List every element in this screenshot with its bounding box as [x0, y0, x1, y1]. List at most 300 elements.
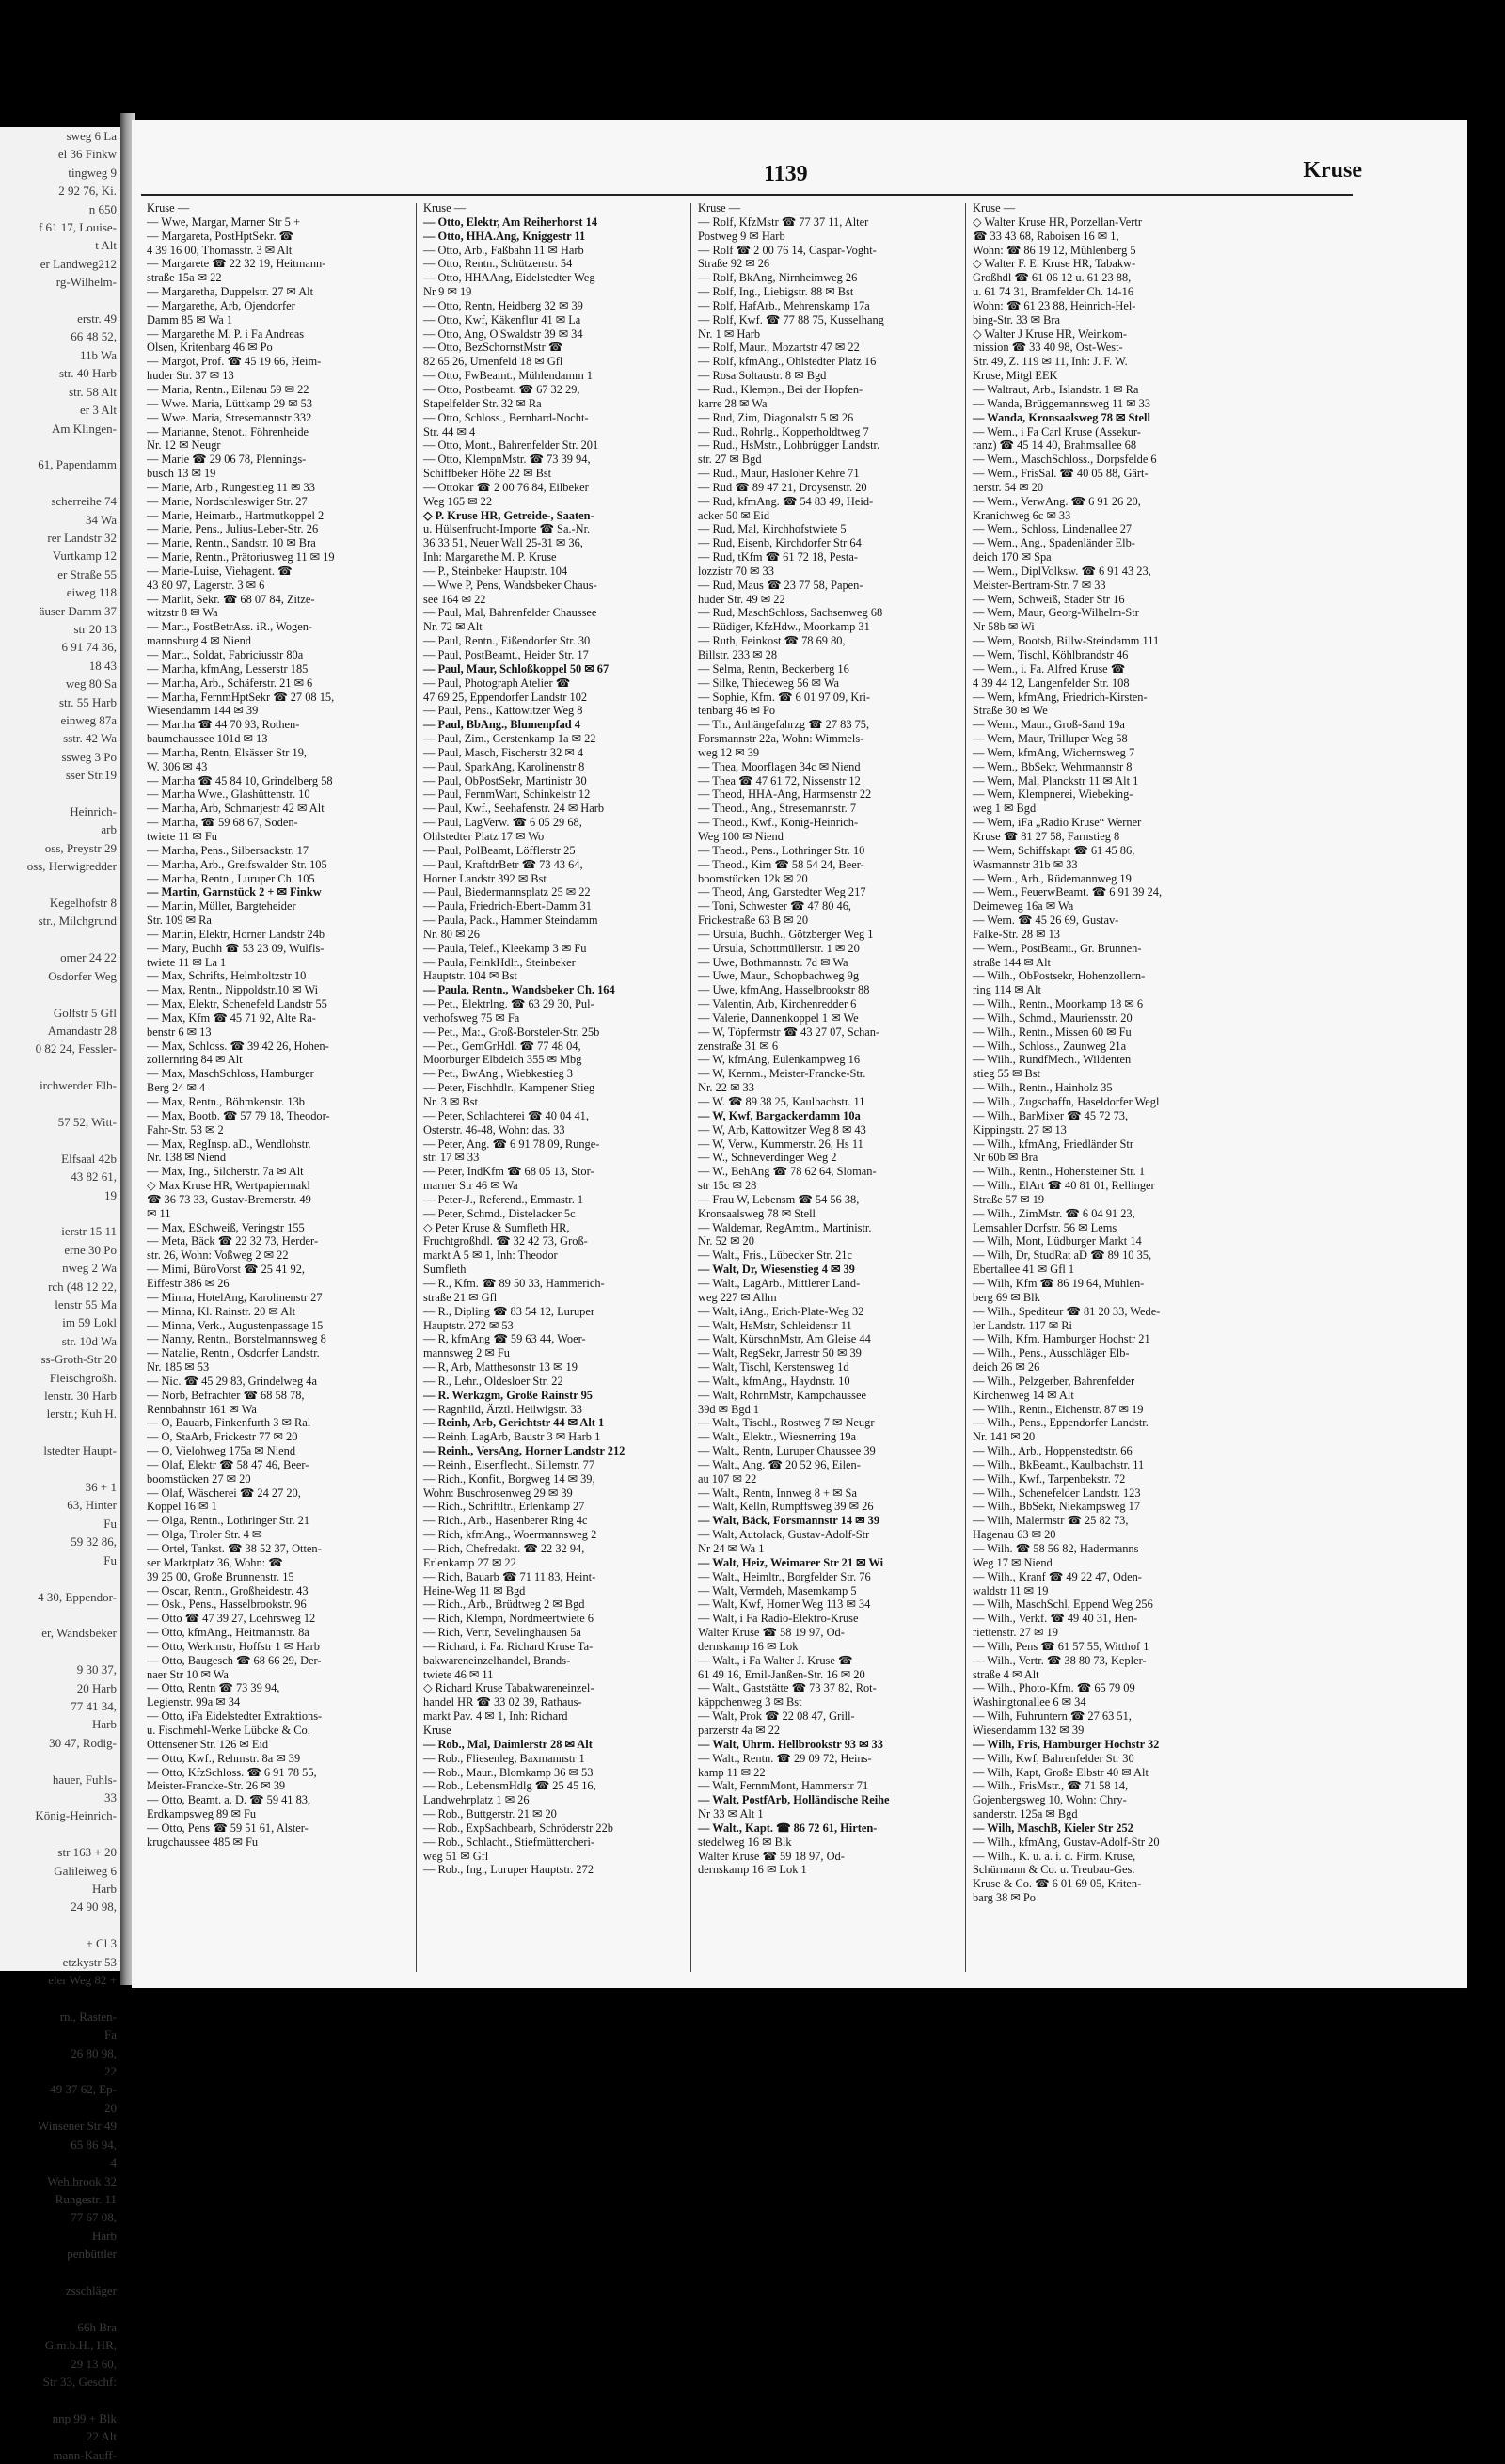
directory-entry: — Rob., LebensmHdlg ☎ 25 45 16,: [423, 1779, 596, 1793]
directory-entry: — Wilh, Kwf, Bahrenfelder Str 30: [973, 1751, 1134, 1765]
previous-page-line: Am Klingen-: [52, 421, 117, 436]
directory-entry: — Th., Anhängefahrzg ☎ 27 83 75,: [698, 718, 870, 732]
directory-entry: — Paul, SparkAng, Karolinenstr 8: [423, 759, 585, 773]
column-heading: Kruse —: [423, 201, 467, 215]
directory-entry: — Walt., Heimltr., Borgfelder Str. 76: [698, 1569, 871, 1583]
directory-entry: — Walt., LagArb., Mittlerer Land-: [698, 1276, 861, 1290]
directory-entry: huder Str. 49 ✉ 22: [698, 592, 785, 606]
directory-entry: str 15c ✉ 28: [698, 1179, 757, 1193]
directory-entry: — Martha, Arb, Schmarjestr 42 ✉ Alt: [147, 802, 325, 816]
directory-entry: 36 33 51, Neuer Wall 25-31 ✉ 36,: [423, 536, 583, 550]
directory-entry: — Wern, Tischl, Köhlbrandstr 46: [973, 648, 1129, 661]
directory-entry: Kippingstr. 27 ✉ 13: [973, 1122, 1067, 1137]
directory-entry: lozzistr 70 ✉ 33: [698, 564, 774, 578]
page-number: 1139: [764, 162, 808, 186]
previous-page-line: [0, 1606, 120, 1624]
directory-entry: — Walt., Gaststätte ☎ 73 37 82, Rot-: [698, 1681, 877, 1695]
directory-entry: waldstr 11 ✉ 19: [973, 1583, 1049, 1598]
directory-entry: — Paula, Friedrich-Ebert-Damm 31: [423, 899, 592, 914]
directory-entry: — Walt., Rentn. ☎ 29 09 72, Heins-: [698, 1751, 872, 1765]
directory-entry: — Wilh, Pens ☎ 61 57 55, Witthof 1: [973, 1639, 1149, 1653]
directory-entry: Rennbahnstr 161 ✉ Wa: [147, 1402, 257, 1416]
previous-page-line: nweg 2 Wa: [62, 1261, 117, 1276]
directory-entry: — Minna, Verk., Augustenpassage 15: [147, 1318, 324, 1332]
directory-entry: — Uwe, Maur., Schopbachweg 9g: [698, 969, 860, 983]
previous-page-line: orner 24 22: [60, 950, 117, 965]
directory-entry: — Walt, Kelln, Rumpffsweg 39 ✉ 26: [698, 1500, 874, 1514]
directory-entry: Wohn: Buschrosenweg 29 ✉ 39: [423, 1486, 573, 1500]
directory-entry: — Selma, Rentn, Beckerberg 16: [698, 661, 849, 676]
directory-entry: — Martha ☎ 45 84 10, Grindelberg 58: [147, 773, 333, 787]
directory-entry: str. 17 ✉ 33: [423, 1151, 480, 1165]
directory-entry: — Otto, Beamt. a. D. ☎ 59 41 83,: [147, 1793, 311, 1807]
directory-entry: — Rolf, Maur., Mozartstr 47 ✉ 22: [698, 341, 860, 355]
directory-entry: busch 13 ✉ 19: [147, 467, 216, 481]
previous-page-line: Vurtkamp 12: [52, 548, 117, 564]
directory-entry: Weg 165 ✉ 22: [423, 494, 493, 508]
directory-entry: — Otto, Pens ☎ 59 51 61, Alster-: [147, 1820, 309, 1835]
directory-entry: Berg 24 ✉ 4: [147, 1081, 206, 1095]
directory-entry: — Paula, Pack., Hammer Steindamm: [423, 914, 598, 928]
page-heading: Kruse: [1303, 158, 1362, 183]
directory-entry: — Mart., Soldat, Fabriciusstr 80a: [147, 648, 304, 661]
column-1: [147, 201, 408, 1970]
directory-entry: mission ☎ 33 40 98, Ost-West-: [973, 341, 1123, 355]
directory-entry: — Paul, Mal, Bahrenfelder Chaussee: [423, 606, 597, 620]
directory-entry: Schürmann & Co. u. Treubau-Ges.: [973, 1863, 1135, 1877]
previous-page-line: 20 Harb: [76, 1680, 117, 1695]
directory-entry: weg 227 ✉ Allm: [698, 1290, 777, 1304]
directory-entry: Fahr-Str. 53 ✉ 2: [147, 1122, 224, 1137]
previous-page-line: n 650: [88, 201, 117, 216]
directory-entry: — Wilh., Schloss., Zaunweg 21a: [973, 1039, 1127, 1053]
directory-entry: — Marie, Rentn., Prätoriusweg 11 ✉ 19: [147, 550, 335, 564]
directory-entry: — Peter, Schmd., Distelacker 5c: [423, 1206, 576, 1220]
directory-entry: Eiffestr 386 ✉ 26: [147, 1276, 230, 1290]
directory-entry: — Rob., Fliesenleg, Baxmannstr 1: [423, 1751, 585, 1765]
column-4: [973, 201, 1234, 1970]
directory-entry: Heine-Weg 11 ✉ Bgd: [423, 1583, 526, 1598]
previous-page-line: [0, 1569, 120, 1587]
directory-entry: markt Pav. 4 ✉ 1, Inh: Richard: [423, 1709, 568, 1724]
directory-entry: — Walt, Kwf, Horner Weg 113 ✉ 34: [698, 1598, 871, 1612]
previous-page-line: 26 80 98,: [71, 2045, 117, 2060]
directory-entry: marner Str 46 ✉ Wa: [423, 1179, 518, 1193]
directory-entry: 82 65 26, Urnenfeld 18 ✉ Gfl: [423, 355, 563, 369]
directory-entry: — Walt., Fris., Lübecker Str. 21c: [698, 1248, 852, 1263]
directory-entry: 61 49 16, Emil-Janßen-Str. 16 ✉ 20: [698, 1667, 865, 1681]
directory-entry: — Wilh., Schenefelder Landstr. 123: [973, 1486, 1141, 1500]
directory-entry: — R., Kfm. ☎ 89 50 33, Hammerich-: [423, 1276, 605, 1290]
directory-entry: Straße 92 ✉ 26: [698, 257, 770, 271]
column-divider: [416, 203, 417, 1972]
directory-entry: — Paul, Maur, Schloßkoppel 50 ✉ 67: [423, 661, 610, 676]
directory-entry: — Margaretha, Duppelstr. 27 ✉ Alt: [147, 285, 314, 299]
directory-entry: — Walt., i Fa Walter J. Kruse ☎: [698, 1653, 853, 1667]
directory-entry: 4 39 16 00, Thomasstr. 3 ✉ Alt: [147, 243, 293, 257]
directory-entry: Billstr. 233 ✉ 28: [698, 648, 778, 661]
directory-entry: kamp 11 ✉ 22: [698, 1765, 766, 1779]
directory-entry: — Paula, FeinkHdlr., Steinbeker: [423, 955, 576, 969]
previous-page-line: 57 52, Witt-: [57, 1114, 117, 1129]
directory-entry: — Rob., Schlacht., Stiefmüttercheri-: [423, 1835, 595, 1849]
directory-entry: Nr. 1 ✉ Harb: [698, 326, 761, 341]
directory-entry: ler Landstr. 117 ✉ Ri: [973, 1318, 1072, 1332]
directory-entry: dernskamp 16 ✉ Lok: [698, 1639, 799, 1653]
previous-page-line: Rungestr. 11: [55, 2191, 117, 2206]
previous-page-line: Wehlbrook 32: [47, 2173, 117, 2188]
previous-page-line: [0, 1989, 120, 2007]
column-divider: [965, 203, 966, 1972]
directory-entry: Kruse, Mitgl EEK: [973, 369, 1058, 383]
directory-entry: — Wilh., Pelzgerber, Bahrenfelder: [973, 1374, 1135, 1388]
directory-entry: benstr 6 ✉ 13: [147, 1025, 212, 1039]
directory-entry: zenstraße 31 ✉ 6: [698, 1039, 779, 1053]
directory-entry: — Margarethe, Arb, Ojendorfer: [147, 298, 295, 312]
previous-page-line: er Landweg212: [40, 256, 117, 271]
directory-entry: markt A 5 ✉ 1, Inh: Theodor: [423, 1248, 558, 1263]
directory-entry: Meister-Francke-Str. 26 ✉ 39: [147, 1779, 286, 1793]
directory-entry: — Rich., Arb., Hasenberer Ring 4c: [423, 1514, 588, 1528]
directory-entry: — Rud, Zim, Diagonalstr 5 ✉ 26: [698, 410, 854, 424]
previous-page-line: 19: [104, 1187, 117, 1202]
directory-entry: Nr. 12 ✉ Neugr: [147, 438, 221, 453]
directory-entry: — Walt, Heiz, Weimarer Str 21 ✉ Wi: [698, 1555, 884, 1569]
directory-entry: — Uwe, kfmAng, Hasselbrookstr 88: [698, 983, 870, 997]
previous-page-line: [0, 2299, 120, 2317]
directory-entry: 4 39 44 12, Langenfelder Str. 108: [973, 676, 1130, 690]
directory-entry: — Max, Rentn., Böhmkenstr. 13b: [147, 1095, 305, 1108]
previous-page-line: [0, 1460, 120, 1478]
directory-entry: Nr 58b ✉ Wi: [973, 620, 1035, 634]
directory-entry: — Rud ☎ 89 47 21, Droysenstr. 20: [698, 480, 867, 494]
directory-entry: — Wilh., Kwf., Tarpenbekstr. 72: [973, 1471, 1126, 1486]
directory-entry: — Wern, iFa „Radio Kruse“ Werner: [973, 816, 1142, 830]
directory-entry: — Rob., Buttgerstr. 21 ✉ 20: [423, 1807, 557, 1821]
directory-entry: — R, Arb, Matthesonstr 13 ✉ 19: [423, 1360, 578, 1375]
directory-entry: — Wern, Klempnerei, Wiebeking-: [973, 787, 1133, 802]
directory-entry: — Wilh, MaschSchl, Eppend Weg 256: [973, 1598, 1153, 1612]
previous-page-line: G.m.b.H., HR,: [44, 2338, 117, 2353]
directory-entry: — Max, Schloss. ☎ 39 42 26, Hohen-: [147, 1039, 329, 1053]
directory-entry: mannsweg 2 ✉ Fu: [423, 1346, 510, 1360]
previous-page-line: 33: [104, 1789, 117, 1804]
directory-entry: — Marie-Luise, Viehagent. ☎: [147, 564, 293, 578]
directory-entry: — Olga, Tiroler Str. 4 ✉: [147, 1528, 262, 1542]
directory-entry: — Rud, Eisenb, Kirchdorfer Str 64: [698, 536, 862, 550]
directory-entry: Nr. 3 ✉ Bst: [423, 1095, 478, 1108]
directory-entry: Meister-Bertram-Str. 7 ✉ 33: [973, 578, 1106, 592]
directory-entry: — Wanda, Brüggemannsweg 11 ✉ 33: [973, 396, 1151, 410]
directory-entry: — Rich, Klempn, Nordmeertwiete 6: [423, 1612, 594, 1626]
directory-entry: — Thea ☎ 47 61 72, Nissenstr 12: [698, 773, 861, 787]
previous-page-line: Str 33, Geschf:: [42, 2374, 117, 2389]
directory-entry: — Walt, Bäck, Forsmannstr 14 ✉ 39: [698, 1514, 880, 1528]
directory-entry: — Frau W, Lebensm ☎ 54 56 38,: [698, 1192, 860, 1206]
previous-page-line: ierstr 15 11: [61, 1224, 117, 1239]
previous-page-line: 36 + 1: [85, 1480, 117, 1495]
previous-page-line: irchwerder Elb-: [40, 1078, 117, 1093]
directory-entry: — Wwe. Maria, Lüttkamp 29 ✉ 53: [147, 396, 313, 410]
directory-entry: stieg 55 ✉ Bst: [973, 1067, 1040, 1081]
column-3: [698, 201, 959, 1970]
directory-entry: ◇ Walter F. E. Kruse HR, Tabakw-: [973, 257, 1136, 271]
previous-page-line: 65 86 94,: [71, 2137, 117, 2152]
previous-page-line: Fleischgroßh.: [49, 1370, 117, 1385]
directory-entry: — Wern, Maur, Georg-Wilhelm-Str: [973, 606, 1139, 620]
previous-page-line: erstr. 49: [77, 311, 117, 326]
directory-entry: — Oscar, Rentn., Großheidestr. 43: [147, 1583, 309, 1598]
directory-entry: — W, Kwf, Bargackerdamm 10a: [698, 1108, 861, 1122]
directory-entry: — Wwe. Maria, Stresemannstr 332: [147, 410, 312, 424]
directory-entry: — Paul, Biedermannsplatz 25 ✉ 22: [423, 885, 591, 899]
previous-page-line: [0, 1752, 120, 1770]
directory-entry: — Wilh., BbSekr, Niekampsweg 17: [973, 1500, 1141, 1514]
directory-entry: — Wilh, Kapt, Große Elbstr 40 ✉ Alt: [973, 1765, 1149, 1779]
directory-entry: — Wilh., Kranf ☎ 49 22 47, Oden-: [973, 1569, 1142, 1583]
directory-entry: str. 27 ✉ Bgd: [698, 453, 762, 467]
directory-entry: — R., Dipling ☎ 83 54 12, Luruper: [423, 1304, 595, 1318]
directory-entry: — Peter, Schlachterei ☎ 40 04 41,: [423, 1108, 589, 1122]
directory-entry: — Wilh., Rentn., Eichenstr. 87 ✉ 19: [973, 1402, 1144, 1416]
previous-page-line: sser Str.19: [65, 768, 117, 783]
directory-entry: Straße 30 ✉ We: [973, 704, 1048, 718]
previous-page-line: Osdorfer Weg: [48, 968, 117, 983]
directory-entry: Gojenbergsweg 10, Wohn: Chry-: [973, 1793, 1127, 1807]
directory-entry: — Martha, FernmHptSekr ☎ 27 08 15,: [147, 690, 335, 704]
directory-entry: — Reinh., Eisenflecht., Sillemstr. 77: [423, 1457, 595, 1471]
directory-entry: — Ortel, Tankst. ☎ 38 52 37, Otten-: [147, 1542, 322, 1555]
previous-page-line: erne 30 Po: [64, 1242, 117, 1257]
directory-entry: Nr. 185 ✉ 53: [147, 1360, 210, 1375]
previous-page-line: 22 Alt: [86, 2429, 117, 2444]
previous-page-line: 20: [104, 2100, 117, 2115]
directory-entry: Damm 85 ✉ Wa 1: [147, 312, 233, 326]
directory-entry: — Wilh., Rentn., Moorkamp 18 ✉ 6: [973, 997, 1144, 1011]
directory-entry: ◇ Walter J Kruse HR, Weinkom-: [973, 326, 1127, 341]
directory-entry: bing-Str. 33 ✉ Bra: [973, 312, 1060, 326]
previous-page-line: str. 10d Wa: [61, 1333, 117, 1348]
directory-entry: — Walt, Vermdeh, Masemkamp 5: [698, 1583, 857, 1598]
previous-page-line: sweg 6 La: [66, 129, 117, 143]
directory-entry: ser Marktplatz 36, Wohn: ☎: [147, 1555, 283, 1569]
header-rule: [141, 194, 1353, 196]
directory-entry: — Max, Ing., Silcherstr. 7a ✉ Alt: [147, 1165, 304, 1179]
directory-entry: Nr. 22 ✉ 33: [698, 1081, 754, 1095]
directory-entry: naer Str 10 ✉ Wa: [147, 1667, 229, 1681]
directory-entry: ◇ Richard Kruse Tabakwareneinzel-: [423, 1681, 594, 1695]
directory-entry: — Theod, HHA-Ang, Harmsenstr 22: [698, 787, 872, 802]
previous-page-line: Kegelhofstr 8: [49, 896, 117, 911]
previous-page-line: 59 32 86,: [71, 1534, 117, 1550]
directory-entry: — Wilh. ☎ 58 56 82, Hadermanns: [973, 1542, 1139, 1555]
directory-entry: twiete 46 ✉ 11: [423, 1667, 494, 1681]
directory-entry: Nr. 52 ✉ 20: [698, 1234, 754, 1248]
directory-entry: — Otto ☎ 47 39 27, Loehrsweg 12: [147, 1612, 316, 1626]
directory-entry: Kruse ☎ 81 27 58, Farnstieg 8: [973, 829, 1120, 843]
previous-page-line: str. 55 Harb: [58, 694, 117, 709]
previous-page-line: Winsener Str 49: [38, 2119, 117, 2134]
directory-entry: — Walt, PostfArb, Holländische Reihe: [698, 1793, 890, 1807]
directory-entry: — Otto, Baugesch ☎ 68 66 29, Der-: [147, 1653, 322, 1667]
previous-page-line: penbüttler: [67, 2247, 117, 2262]
directory-entry: Str. 109 ✉ Ra: [147, 914, 212, 928]
directory-entry: — Max, Rentn., Nippoldstr.10 ✉ Wi: [147, 983, 319, 997]
directory-entry: sanderstr. 125a ✉ Bgd: [973, 1807, 1078, 1821]
directory-entry: Stapelfelder Str. 32 ✉ Ra: [423, 396, 542, 410]
directory-entry: — Otto, Kwf, Käkenflur 41 ✉ La: [423, 312, 581, 326]
directory-entry: — Uwe, Bothmannstr. 7d ✉ Wa: [698, 955, 848, 969]
previous-page-line: lerstr.; Kuh H.: [46, 1407, 117, 1422]
previous-page-line: t Alt: [95, 238, 117, 253]
directory-entry: — Margarethe M. P. i Fa Andreas: [147, 326, 305, 341]
previous-page-line: eiweg 118: [66, 585, 117, 600]
directory-entry: — Wilh., BarMixer ☎ 45 72 73,: [973, 1108, 1129, 1122]
previous-page-line: er Straße 55: [57, 566, 117, 581]
directory-entry: — Wern, Mal, Planckstr 11 ✉ Alt 1: [973, 773, 1139, 787]
directory-entry: Frickestraße 63 B ✉ 20: [698, 914, 809, 928]
directory-entry: Horner Landstr 392 ✉ Bst: [423, 871, 547, 885]
directory-entry: — Reinh, Arb, Gerichtstr 44 ✉ Alt 1: [423, 1416, 605, 1430]
directory-entry: straße 144 ✉ Alt: [973, 955, 1051, 969]
directory-entry: — Wern., i Fa Carl Kruse (Assekur-: [973, 424, 1141, 438]
directory-entry: Osterstr. 46-48, Wohn: das. 33: [423, 1122, 565, 1137]
previous-page-line: er 3 Alt: [80, 403, 117, 418]
directory-entry: — Peter, Ang. ☎ 6 91 78 09, Runge-: [423, 1137, 600, 1151]
directory-entry: — Rud, kfmAng. ☎ 54 83 49, Heid-: [698, 494, 874, 508]
directory-entry: — Wern., Schloss, Lindenallee 27: [973, 522, 1133, 536]
directory-entry: — Walt., Elektr., Wiesnerring 19a: [698, 1430, 857, 1444]
directory-entry: — Wern., MaschSchloss., Dorpsfelde 6: [973, 453, 1157, 467]
directory-entry: — Pet., GemGrHdl. ☎ 77 48 04,: [423, 1039, 581, 1053]
directory-entry: — Walt, HsMstr, Schleidenstr 11: [698, 1318, 852, 1332]
directory-entry: — Walt, Tischl, Kerstensweg 1d: [698, 1360, 849, 1375]
directory-entry: — Rob., Maur., Blomkamp 36 ✉ 53: [423, 1765, 594, 1779]
directory-entry: — R. Werkzgm, Große Rainstr 95: [423, 1388, 594, 1402]
directory-entry: — P., Steinbeker Hauptstr. 104: [423, 564, 568, 578]
previous-page-line: 24 90 98,: [71, 1900, 117, 1915]
directory-entry: — Valentin, Arb, Kirchenredder 6: [698, 997, 857, 1011]
previous-page-line: 34 Wa: [85, 512, 117, 527]
directory-entry: — Wilh., kfmAng, Gustav-Adolf-Str 20: [973, 1835, 1160, 1849]
directory-entry: — O, Bauarb, Finkenfurth 3 ✉ Ral: [147, 1416, 311, 1430]
directory-entry: — Paul, Rentn., Eißendorfer Str. 30: [423, 634, 591, 648]
directory-entry: — Rolf, Ing., Liebigstr. 88 ✉ Bst: [698, 285, 854, 299]
previous-page-line: rch (48 12 22,: [48, 1279, 117, 1294]
directory-entry: — Ottokar ☎ 2 00 76 84, Eilbeker: [423, 480, 589, 494]
directory-entry: u. 61 74 31, Bramfelder Ch. 14-16: [973, 285, 1134, 299]
directory-entry: — Osk., Pens., Hasselbrookstr. 96: [147, 1598, 307, 1612]
directory-entry: — Marie, Pens., Julius-Leber-Str. 26: [147, 522, 319, 536]
directory-entry: — Wern., Ang., Spadenländer Elb-: [973, 536, 1135, 550]
directory-entry: boomstücken 27 ✉ 20: [147, 1471, 251, 1486]
directory-entry: — Olga, Rentn., Lothringer Str. 21: [147, 1514, 310, 1528]
previous-page-line: rer Landstr 32: [47, 530, 117, 545]
directory-entry: Kruse & Co. ☎ 6 01 69 05, Kriten-: [973, 1877, 1142, 1891]
directory-entry: ☎ 33 43 68, Raboisen 16 ✉ 1,: [973, 229, 1119, 243]
previous-page-line: ss-Groth-Str 20: [40, 1352, 117, 1367]
previous-page-line: [0, 474, 120, 492]
directory-entry: — Martha ☎ 44 70 93, Rothen-: [147, 718, 300, 732]
directory-entry: — Wilh., BkBeamt., Kaulbachstr. 11: [973, 1457, 1145, 1471]
directory-entry: straße 4 ✉ Alt: [973, 1667, 1039, 1681]
directory-entry: bakwareneinzelhandel, Brands-: [423, 1653, 571, 1667]
directory-entry: — Rolf, Kwf. ☎ 77 88 75, Kusselhang: [698, 312, 884, 326]
directory-entry: — Martha, Rentn., Luruper Ch. 105: [147, 871, 315, 885]
previous-page-line: zsschläger: [65, 2282, 117, 2297]
directory-entry: parzerstr 4a ✉ 22: [698, 1723, 781, 1737]
directory-entry: — Otto, Rentn ☎ 73 39 94,: [147, 1681, 280, 1695]
directory-entry: — Nanny, Rentn., Borstelmannsweg 8: [147, 1332, 326, 1346]
directory-entry: — Otto, Rentn., Schützenstr. 54: [423, 257, 573, 271]
previous-page-line: 77 41 34,: [71, 1698, 117, 1713]
directory-entry: — Reinh, LagArb, Baustr 3 ✉ Harb 1: [423, 1430, 601, 1444]
directory-entry: str. 26, Wohn: Voßweg 2 ✉ 22: [147, 1248, 289, 1263]
directory-entry: — Walt., kfmAng., Haydnstr. 10: [698, 1374, 850, 1388]
directory-entry: — Otto, Rentn, Heidberg 32 ✉ 39: [423, 298, 583, 312]
directory-entry: — Wwe, Margar, Marner Str 5 +: [147, 215, 300, 229]
directory-entry: twiete 11 ✉ Fu: [147, 829, 217, 843]
previous-page-line: 4: [110, 2155, 117, 2170]
directory-entry: — Wilh., Rentn., Hohensteiner Str. 1: [973, 1165, 1146, 1179]
previous-page-line: lenstr. 30 Harb: [44, 1389, 117, 1404]
directory-entry: — Norb, Befrachter ☎ 68 58 78,: [147, 1388, 305, 1402]
directory-entry: — Wilh., FrisMstr., ☎ 71 58 14,: [973, 1779, 1129, 1793]
directory-page: [132, 120, 1467, 1988]
directory-entry: weg 51 ✉ Gfl: [423, 1849, 489, 1863]
directory-entry: — Otto, Schloss., Bernhard-Nocht-: [423, 410, 589, 424]
previous-page-line: weg 80 Sa: [65, 676, 117, 692]
directory-entry: — Paul, FernmWart, Schinkelstr 12: [423, 787, 591, 802]
directory-entry: — Rob., ExpSachbearb, Schröderstr 22b: [423, 1820, 613, 1835]
directory-entry: — Ruth, Feinkost ☎ 78 69 80,: [698, 634, 846, 648]
previous-page-line: 30 47, Rodig-: [49, 1735, 117, 1750]
directory-entry: — Wilh., ZimMstr. ☎ 6 04 91 23,: [973, 1206, 1135, 1220]
directory-entry: Großhdl ☎ 61 06 12 u. 61 23 88,: [973, 271, 1132, 285]
previous-page-line: 66 48 52,: [71, 329, 117, 344]
directory-entry: — Margarete ☎ 22 32 19, Heitmann-: [147, 257, 326, 271]
directory-entry: — Theod., Kim ☎ 58 54 24, Beer-: [698, 857, 864, 871]
previous-page-line: 0 82 24, Fessler-: [35, 1041, 117, 1057]
directory-entry: — Martha, Arb., Greifswalder Str. 105: [147, 857, 327, 871]
directory-entry: baumchaussee 101d ✉ 13: [147, 732, 268, 746]
directory-entry: — W, Töpfermstr ☎ 43 27 07, Schan-: [698, 1025, 880, 1039]
directory-entry: Falke-Str. 28 ✉ 13: [973, 927, 1060, 941]
directory-entry: Erlenkamp 27 ✉ 22: [423, 1555, 516, 1569]
directory-entry: twiete 11 ✉ La 1: [147, 955, 227, 969]
previous-page-line: oss, Herwigredder: [26, 859, 117, 874]
directory-entry: — Minna, Kl. Rainstr. 20 ✉ Alt: [147, 1304, 296, 1318]
directory-entry: ✉ 11: [147, 1206, 171, 1220]
directory-entry: — Wilh., Pens., Eppendorfer Landstr.: [973, 1416, 1149, 1430]
directory-entry: nerstr. 54 ✉ 20: [973, 480, 1044, 494]
directory-entry: ◇ Max Kruse HR, Wertpapiermakl: [147, 1179, 310, 1193]
directory-entry: — Walt, iAng., Erich-Plate-Weg 32: [698, 1304, 864, 1318]
directory-entry: — Martha, Pens., Silbersackstr. 17: [147, 843, 309, 857]
directory-entry: berg 69 ✉ Blk: [973, 1290, 1040, 1304]
directory-entry: — Margareta, PostHptSekr. ☎: [147, 229, 293, 243]
previous-page-line: Elfsaal 42b: [61, 1151, 117, 1166]
directory-entry: W. 306 ✉ 43: [147, 759, 208, 773]
directory-entry: karre 28 ✉ Wa: [698, 396, 768, 410]
directory-entry: — Pet., BwAng., Wiebkestieg 3: [423, 1067, 573, 1081]
directory-entry: — Olaf, Wäscherei ☎ 24 27 20,: [147, 1486, 301, 1500]
directory-entry: — Nic. ☎ 45 29 83, Grindelweg 4a: [147, 1374, 317, 1388]
directory-entry: — Otto, HHA.Ang, Kniggestr 11: [423, 229, 586, 243]
directory-entry: ☎ 36 73 33, Gustav-Bremerstr. 49: [147, 1192, 311, 1206]
previous-page-line: lenstr 55 Ma: [55, 1297, 117, 1311]
directory-entry: — Peter, IndKfm ☎ 68 05 13, Stor-: [423, 1165, 594, 1179]
